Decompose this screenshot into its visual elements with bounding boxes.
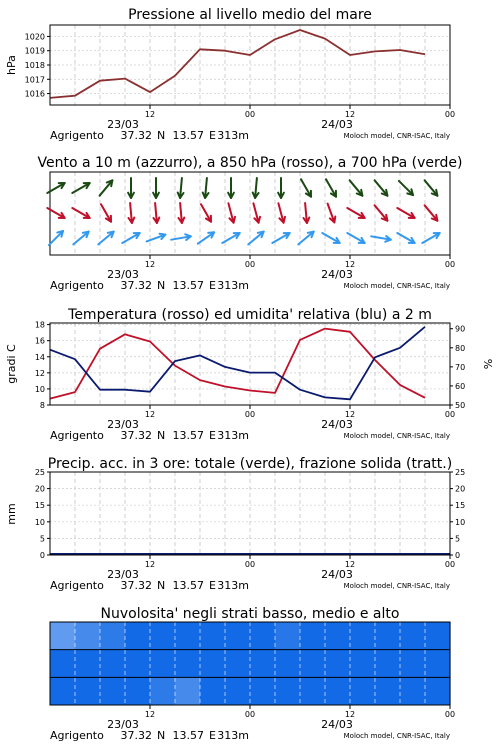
cloud-cell [300,677,326,705]
clouds-location-lat-hem: N [157,729,166,742]
cloud-cell [100,650,126,678]
clouds-date-label: 23/03 [107,718,139,731]
temperature-y-tick-label: 16 [34,336,45,346]
precip-title: Precip. acc. in 3 ore: totale (verde), frazione solida (tratt.) [47,456,453,472]
wind-10m-arrow [98,232,113,245]
precip-y2-tick-label: 25 [455,468,466,477]
pressure-location-lon-hem: E [209,129,216,142]
wind-10m-arrow [73,232,88,245]
wind-850-arrow [304,203,310,223]
temperature-y2-tick-label: 70 [455,362,466,372]
precip-x-tick-label: 12 [144,560,156,569]
clouds-location-lon-hem: E [209,729,216,742]
clouds-x-tick-label: 12 [144,710,156,719]
wind-700-arrow [278,178,284,198]
cloud-cell [50,622,76,650]
cloud-cell [100,677,126,705]
cloud-cell [300,650,326,678]
pressure-y-tick-label: 1017 [24,75,45,85]
precip-y-tick-label: 20 [34,484,45,494]
precip-chart [5,456,465,592]
cloud-cell [425,622,451,650]
cloud-cell [150,622,176,650]
temperature-x-tick-label: 12 [144,410,156,419]
clouds-title: Nuvolosita' negli strati basso, medio e alto [100,606,400,622]
wind-700-arrow [128,178,134,198]
temperature-date-label: 24/03 [321,418,353,431]
wind-700-arrow [399,181,413,195]
precip-y-tick-label: 15 [34,501,45,511]
pressure-location-lat: 37.32 [120,129,152,142]
clouds-chart [50,606,455,742]
cloud-cell [75,677,101,705]
temperature-x-tick-label: 12 [344,410,356,419]
wind-x-tick-label: 12 [344,260,356,269]
temperature-y-axis-label: gradi C [5,344,18,384]
temperature-location-elev: 313m [217,429,249,442]
cloud-cell [325,650,351,678]
precip-location-lon: 13.57 [172,579,204,592]
wind-10m-arrow-shaft [49,231,63,245]
precip-y2-tick-label: 15 [455,501,466,511]
cloud-cell [225,622,251,650]
clouds-credit: Moloch model, CNR-ISAC, Italy [343,732,450,740]
precip-credit: Moloch model, CNR-ISAC, Italy [343,582,450,590]
pressure-chart [5,7,455,142]
pressure-y-tick-label: 1016 [24,89,45,99]
wind-location-lat-hem: N [157,279,166,292]
wind-date-label: 24/03 [321,268,353,281]
temperature-chart [5,307,495,442]
wind-700-arrow [228,178,234,198]
precip-y-tick-label: 5 [39,534,45,544]
temperature-credit: Moloch model, CNR-ISAC, Italy [343,432,450,440]
wind-850-arrow [129,203,135,223]
wind-x-tick-label: 00 [444,260,456,269]
wind-700-arrow [375,180,388,195]
pressure-location-lon: 13.57 [172,129,204,142]
pressure-y-tick-label: 1019 [24,46,45,56]
cloud-cell [200,677,226,705]
temperature-x-tick-label: 00 [244,410,256,419]
wind-700-arrow [203,178,209,198]
clouds-x-tick-label: 12 [344,710,356,719]
wind-location-name: Agrigento [50,279,104,292]
wind-850-arrow [253,203,260,222]
pressure-location-lat-hem: N [157,129,166,142]
wind-location-lon: 13.57 [172,279,204,292]
wind-10m-arrow [298,232,313,245]
precip-y-tick-label: 25 [34,468,45,477]
wind-700-arrow [301,179,311,196]
pressure-y-axis-label: hPa [5,55,18,75]
wind-850-arrow [179,203,185,223]
precip-x-tick-label: 00 [444,560,456,569]
cloud-cell [200,650,226,678]
wind-850-arrow [228,203,235,222]
cloud-cell [275,622,301,650]
wind-850-arrow [201,204,211,221]
wind-850-arrow [101,204,111,221]
clouds-x-tick-label: 00 [444,710,456,719]
pressure-date-label: 23/03 [107,118,139,131]
cloud-cell [375,622,401,650]
wind-700-arrow-shaft [399,181,413,195]
precip-y-tick-label: 10 [34,517,45,527]
temperature-y-tick-label: 12 [34,368,45,378]
clouds-location-lat: 37.32 [120,729,152,742]
wind-location-lon-hem: E [209,279,216,292]
wind-850-arrow [154,203,160,223]
wind-700-arrow [350,180,363,195]
wind-700-arrow [253,178,259,198]
wind-10m-arrow [371,236,391,242]
cloud-cell [425,650,451,678]
precip-y-axis-label: mm [5,503,18,525]
wind-location-lat: 37.32 [120,279,152,292]
cloud-cell [300,622,326,650]
precip-y2-tick-label: 10 [455,517,466,527]
temperature-y-tick-label: 14 [34,352,45,362]
wind-10m-arrow [171,234,191,240]
temperature-location-lon: 13.57 [172,429,204,442]
pressure-x-tick-label: 12 [144,110,156,119]
temperature-location-lat-hem: N [157,429,166,442]
temperature-y2-tick-label: 80 [455,343,466,353]
cloud-cell [275,650,301,678]
clouds-x-tick-label: 00 [244,710,256,719]
precip-location-name: Agrigento [50,579,104,592]
temperature-location-lon-hem: E [209,429,216,442]
cloud-cell [375,677,401,705]
precip-y2-tick-label: 0 [455,551,461,560]
wind-chart [37,155,462,292]
cloud-cell [425,677,451,705]
pressure-x-tick-label: 00 [444,110,456,119]
cloud-cell [125,622,151,650]
wind-700-arrow [100,180,113,195]
precip-location-lon-hem: E [209,579,216,592]
wind-date-label: 23/03 [107,268,139,281]
cloud-cell [275,677,301,705]
humidity-y-axis-label: % [482,358,495,370]
cloud-cell [225,677,251,705]
cloud-cell [125,677,151,705]
clouds-location-lon: 13.57 [172,729,204,742]
wind-850-arrow [328,204,336,223]
clouds-location-elev: 313m [217,729,249,742]
clouds-date-label: 24/03 [321,718,353,731]
cloud-cell [350,650,376,678]
wind-700-arrow [153,178,159,198]
precip-location-elev: 313m [217,579,249,592]
pressure-date-label: 24/03 [321,118,353,131]
cloud-cell [375,650,401,678]
pressure-x-tick-label: 00 [244,110,256,119]
cloud-cell [325,677,351,705]
cloud-cell [150,677,176,705]
cloud-cell [175,677,201,705]
cloud-cell [400,650,426,678]
wind-credit: Moloch model, CNR-ISAC, Italy [343,282,450,290]
cloud-cell [250,622,276,650]
wind-700-arrow [326,179,336,196]
wind-700-arrow [425,180,438,195]
cloud-cell [225,650,251,678]
cloud-cell [400,677,426,705]
temperature-date-label: 23/03 [107,418,139,431]
cloud-cell [125,650,151,678]
pressure-x-tick-label: 12 [344,110,356,119]
pressure-series-line [50,30,425,98]
cloud-cell [75,622,101,650]
wind-10m-arrow [147,234,166,242]
pressure-location-elev: 313m [217,129,249,142]
temperature-y-tick-label: 8 [39,401,45,410]
precip-x-tick-label: 00 [244,560,256,569]
temperature-location-lat: 37.32 [120,429,152,442]
cloud-cell [325,622,351,650]
cloud-cell [250,650,276,678]
pressure-credit: Moloch model, CNR-ISAC, Italy [343,132,450,140]
wind-850-arrow [375,205,388,220]
precip-location-lat: 37.32 [120,579,152,592]
wind-x-tick-label: 00 [244,260,256,269]
wind-850-arrow [425,205,438,220]
temperature-y-tick-label: 18 [34,320,45,330]
temperature-series-line [50,329,425,399]
temperature-y2-tick-label: 90 [455,324,466,334]
pressure-y-tick-label: 1018 [24,61,45,70]
wind-10m-arrow [49,231,63,245]
precip-y-tick-label: 0 [39,551,45,560]
wind-title: Vento a 10 m (azzurro), a 850 hPa (rosso), a 700 hPa (verde) [37,155,463,171]
wind-10m-arrow [248,232,263,245]
clouds-location-name: Agrigento [50,729,104,742]
precip-y2-tick-label: 20 [455,484,466,494]
cloud-cell [100,622,126,650]
temperature-frame [50,323,450,405]
temperature-location-name: Agrigento [50,429,104,442]
wind-850-arrow [278,203,285,222]
pressure-location-name: Agrigento [50,129,104,142]
cloud-cell [400,622,426,650]
wind-location-elev: 313m [217,279,249,292]
temperature-y2-tick-label: 60 [455,381,466,391]
pressure-y-tick-label: 1020 [24,32,45,42]
precip-date-label: 23/03 [107,568,139,581]
precip-y2-tick-label: 5 [455,534,461,544]
cloud-cell [350,677,376,705]
temperature-y2-tick-label: 50 [455,401,466,410]
cloud-cell [250,677,276,705]
temperature-y-tick-label: 10 [34,384,45,394]
wind-700-arrow [178,178,184,198]
cloud-cell [350,622,376,650]
precip-location-lat-hem: N [157,579,166,592]
cloud-cell [75,650,101,678]
temperature-x-tick-label: 00 [444,410,456,419]
precip-date-label: 24/03 [321,568,353,581]
temperature-title: Temperatura (rosso) ed umidita' relativa (blu) a 2 m [68,307,432,323]
cloud-cell [150,650,176,678]
cloud-cell [175,650,201,678]
cloud-cell [175,622,201,650]
pressure-title: Pressione al livello medio del mare [128,7,372,23]
cloud-cell [50,677,76,705]
cloud-cell [50,650,76,678]
precip-x-tick-label: 12 [344,560,356,569]
cloud-cell [200,622,226,650]
wind-x-tick-label: 12 [144,260,156,269]
